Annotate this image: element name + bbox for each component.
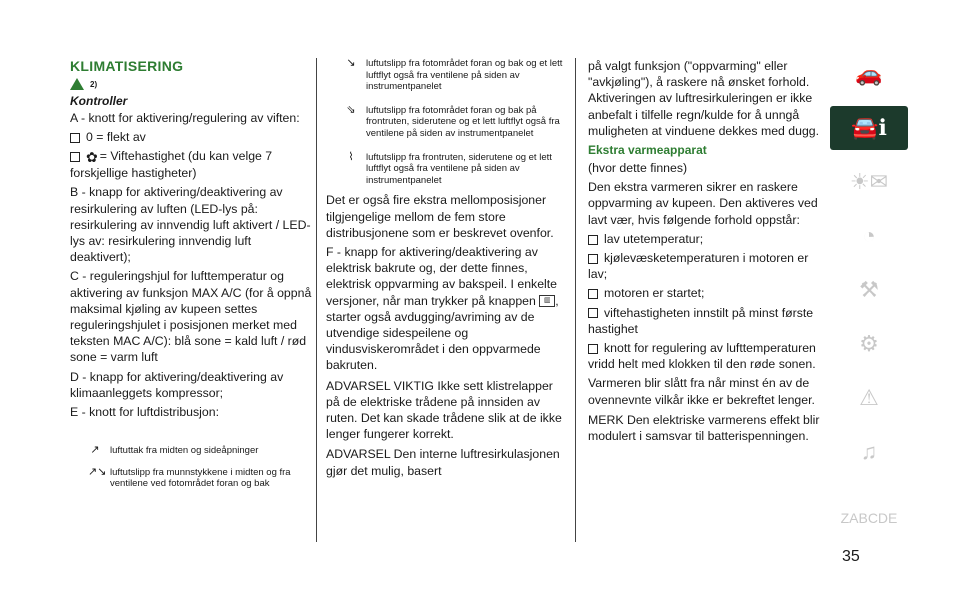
column-2 [326,58,564,482]
checkbox-bullet-icon [588,344,598,354]
checkbox-bullet-icon [588,289,598,299]
para-recirculation-cont: på valgt funksjon ("oppvarming" eller "avkjøling"), å raskere nå ønsket forhold. Aktiveringen av luftresirkuleringen er ikke anbefalt i tilfelle regn/kulde for å unngå muligheten at vinduene dekkes med dugg. [588,59,820,138]
para-c: C - reguleringshjul for lufttemperatur og aktivering av funksjon MAX A/C (for å oppnå maksimal kjøling av kupeen settes reguleringshjulet i posisjonen merket med teksten MAC A/C): blå sone = kald luft / rød sone = varm luft [70,269,312,365]
music-icon: ♫ [860,439,878,464]
car-icon: 🚗 [855,61,883,86]
checkbox-bullet-icon [70,152,80,162]
airflow-item [344,152,564,187]
airflow-face-feet-icon: ↗↘ [88,465,107,478]
para-d: D - knapp for aktivering/deaktivering av klimaanleggets kompressor; [70,369,284,400]
page-heading: KLIMATISERING [70,58,184,74]
tab-tools[interactable] [830,268,908,312]
tools-wheel-icon: ⚙ [859,331,879,356]
warning-reference [70,78,314,90]
para-heater-desc: Den ekstra varmeren sikrer en raskere oppvarming av kupeen. Den aktiveres ved lavt vær, hvis følgende forhold oppstår: [588,180,818,227]
para-f-text-a: F - knapp for aktivering/deaktivering av elektrisk bakrute og, der dette finnes, elektrisk oppvarming av bakspeil. I enkelte versjoner, når man trykker på knappen [326,244,558,308]
warning-stickers: ADVARSEL VIKTIG Ikke sett klistrelapper på de elektriske trådene på innsiden av ruten. Det kan skade trådene slik at de ikke lenger fungerer korrekt. [326,378,562,442]
column-divider [316,58,317,542]
para-f [326,244,564,374]
airflow-text: luftutslipp fra fotområdet foran og bak og et lett luftflyt også fra ventilene på siden av instrumentpanelet [366,58,563,93]
para-b: B - knapp for aktivering/deaktivering av resirkulering av luften (LED-lys på: resirkulering av innvendig luft aktivert / LED-lys av: resirkulering innvendig luft deaktivert); [70,185,311,265]
bullet-text: kjølevæsketemperaturen i motoren er lav; [588,251,809,282]
bullet-text: motoren er startet; [604,286,705,301]
bullet-condition [588,231,826,247]
bullet-text: = Viftehastighet (du kan velge 7 forskjellige hastigheter) [70,149,273,181]
checkbox-bullet-icon [70,133,80,143]
warning-recirculation: ADVARSEL Den interne luftresirkulasjonen gjør det mulig, basert [326,447,560,478]
airflow-item [344,58,564,93]
bullet-condition [588,305,826,337]
para-heater-off: Varmeren blir slått fra når minst én av de ovennevnte vilkår ikke er bekreftet lenger. [588,376,815,407]
warning-ref-number: 2) [90,79,98,89]
airflow-text: luftutslipp fra fotområdet foran og bak på frontruten, siderutene og et lett luftflyt også fra ventilene på siden av instrumentpanelet [366,104,560,139]
bullet-condition [588,285,826,301]
tab-index[interactable] [830,496,908,540]
car-info-icon: 🚘ℹ [851,115,887,140]
bullet-text: knott for regulering av lufttemperaturen vridd helt med klokken til den røde sonen. [588,341,816,372]
tab-car-info[interactable] [830,106,908,150]
fan-icon: ✿ [86,149,98,166]
subheading-kontroller: Kontroller [70,94,128,108]
bullet-condition [588,340,826,372]
para-a: A - knott for aktivering/regulering av viften: [70,111,300,125]
checkbox-bullet-icon [588,235,598,245]
airflow-feet-icon: ↘ [346,57,356,69]
lights-mail-icon: ☀✉ [849,169,889,194]
tab-dashboard[interactable] [830,214,908,258]
tab-emergency[interactable] [830,322,908,366]
para-e: E - knott for luftdistribusjon: [70,405,219,420]
subheading-extra-heater: Ekstra varmeapparat [588,143,707,158]
airflow-item [344,105,564,140]
airflow-text: luftutslipp fra munnstykkene i midten og fra ventilene ved fotområdet foran og bak [110,466,291,490]
tools-icon: ⚒ [859,277,879,302]
checkbox-bullet-icon [588,254,598,264]
column-divider [575,58,576,542]
tab-media[interactable] [830,430,908,474]
para-where-available: (hvor dette finnes) [588,161,688,176]
airflow-feet-windshield-icon: ⇘ [346,103,356,116]
airflow-face-icon: ↗ [90,444,100,457]
airflow-text: luftutslipp fra frontruten, siderutene og et lett luftflyt også fra ventilene på siden av instrumentpanelet [366,151,552,186]
bullet-fan-off [70,129,314,145]
tab-lights-mail[interactable] [830,160,908,204]
defrost-windshield-icon: ⌇ [348,150,354,163]
dashboard-icon: ◔ [862,223,876,248]
para-f-text-b: , starter også avdugging/avriming av de utvendige sidespeilene og vindusviskerområdet i den oppvarmede bakruten. [326,293,559,373]
tab-crash[interactable] [830,376,908,420]
bullet-fan-speed [70,148,314,181]
rear-defrost-icon: ▥ [539,295,555,307]
column-1 [70,58,314,490]
tab-car[interactable] [830,52,908,96]
crash-icon: ⚠ [859,385,879,410]
column-3 [588,58,826,447]
warning-triangle-icon [70,78,84,90]
note-heater: MERK Den elektriske varmerens effekt blir modulert i samsvar til batterispenningen. [588,412,820,444]
airflow-item [88,445,314,457]
airflow-item [88,467,314,490]
para-intermediate: Det er også fire ekstra mellomposisjoner tilgjengelige mellom de fem store distribusjonene som er beskrevet ovenfor. [326,193,554,240]
checkbox-bullet-icon [588,308,598,318]
bullet-text: 0 = flekt av [86,130,146,145]
page-number: 35 [842,548,860,565]
bullet-text: lav utetemperatur; [604,231,704,246]
bullet-text: viftehastigheten innstilt på minst første hastighet [588,305,814,336]
index-icon: ZABCDE [840,510,898,526]
bullet-condition [588,250,826,282]
airflow-text: luftuttak fra midten og sideåpninger [110,445,259,457]
